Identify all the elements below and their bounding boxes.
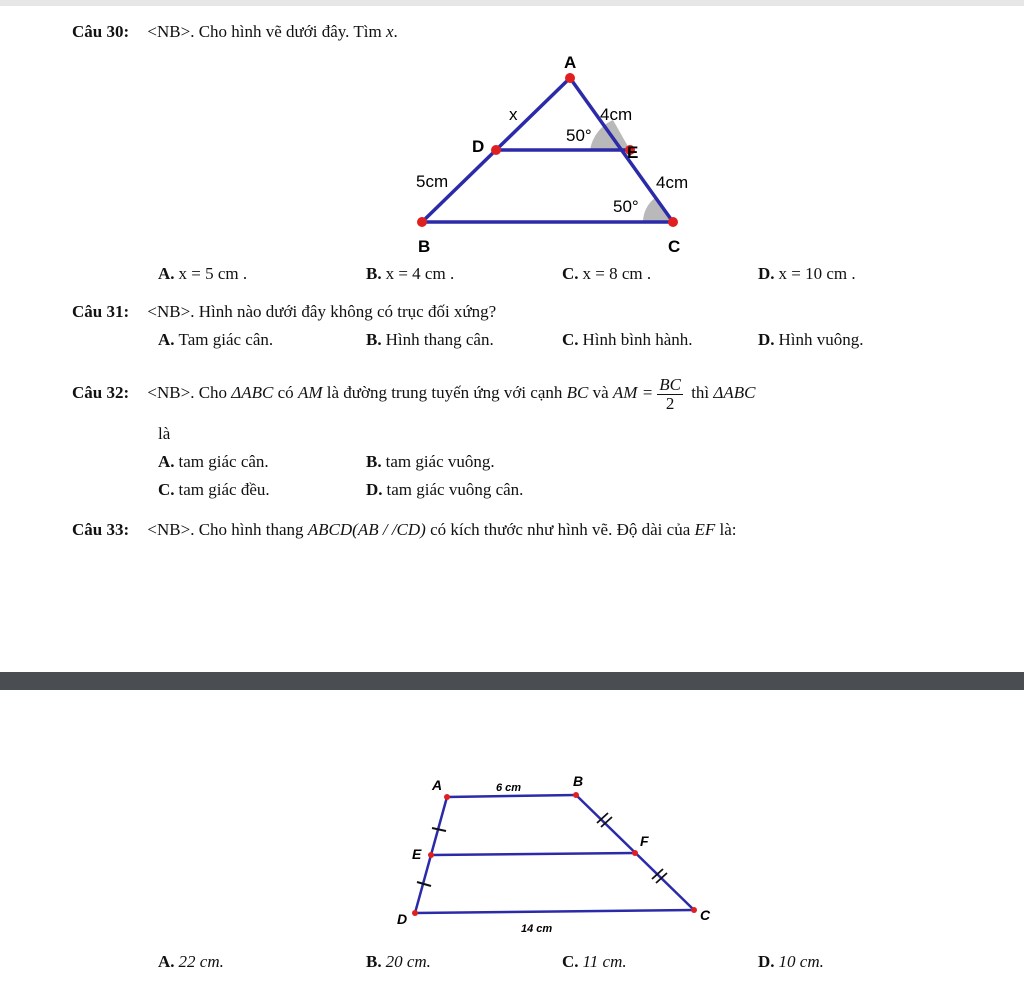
q33-option-a-letter: A.: [158, 952, 175, 971]
q32-cont: là: [158, 424, 171, 443]
label-c: C: [668, 237, 681, 256]
label-ab: 6 cm: [496, 782, 522, 794]
q33-option-c[interactable]: [562, 952, 627, 972]
q30-end: .: [393, 22, 398, 41]
q31-option-d-text: Hình vuông.: [778, 330, 864, 349]
q30-option-b-text: x = 4 cm .: [385, 264, 455, 283]
q32-text5: thì: [691, 383, 710, 402]
q30-option-b-letter: B.: [366, 264, 382, 283]
q33-option-c-text: 11 cm.: [582, 952, 627, 971]
label-b: B: [418, 237, 431, 256]
q31-option-c[interactable]: [562, 330, 693, 350]
q33-option-b-letter: B.: [366, 952, 382, 971]
q32-tri2: ΔABC: [713, 383, 756, 402]
q33-line: [72, 520, 737, 540]
q33-option-b-text: 20 cm.: [385, 952, 431, 971]
q33-option-b[interactable]: [366, 952, 431, 972]
point-a: [565, 73, 575, 83]
q32-frac-num: BC: [659, 374, 681, 394]
point-b: [417, 217, 427, 227]
q30-option-a[interactable]: [158, 264, 247, 284]
q30-option-c-text: x = 8 cm .: [582, 264, 652, 283]
q30-option-b[interactable]: [366, 264, 454, 284]
q31-option-d-letter: D.: [758, 330, 775, 349]
q30-option-d-text: x = 10 cm .: [778, 264, 856, 283]
label-e: E: [627, 143, 639, 162]
page-top-edge: [0, 0, 1024, 6]
q32-option-d-text: tam giác vuông cân.: [386, 480, 524, 499]
q32-am-eq: AM =: [612, 383, 654, 402]
label-angle-c: 50°: [613, 197, 639, 216]
q32-option-a[interactable]: [158, 452, 269, 472]
q33-option-a[interactable]: [158, 952, 224, 972]
q33-ef: EF: [694, 520, 716, 539]
label-dc: 14 cm: [521, 923, 553, 935]
q31-option-a-letter: A.: [158, 330, 175, 349]
q30-line: [72, 22, 398, 42]
label-d: D: [472, 137, 485, 156]
q32-am: AM: [297, 383, 323, 402]
label-a: A: [432, 777, 443, 793]
q30-option-a-text: x = 5 cm .: [178, 264, 248, 283]
page-break-bar: [0, 672, 1024, 690]
q32-option-b-letter: B.: [366, 452, 382, 471]
q32-text1: <NB>. Cho: [147, 383, 228, 402]
q32-label: Câu 32:: [72, 383, 130, 402]
q33-option-a-text: 22 cm.: [178, 952, 224, 971]
q33-text2: có kích thước như hình vẽ. Độ dài của: [430, 520, 691, 539]
q31-option-b-letter: B.: [366, 330, 382, 349]
q33-option-d-text: 10 cm.: [778, 952, 824, 971]
side-cd: [415, 910, 694, 913]
q31-option-c-text: Hình bình hành.: [582, 330, 693, 349]
label-d: D: [397, 911, 408, 927]
label-a: A: [564, 53, 577, 72]
q30-triangle-figure: [400, 48, 710, 258]
label-angle-e: 50°: [566, 126, 592, 145]
q32-option-c[interactable]: [158, 480, 270, 500]
q30-text: <NB>. Cho hình vẽ dưới đây. Tìm: [147, 22, 382, 41]
label-ae: 4cm: [600, 105, 633, 124]
q30-var: x: [385, 22, 394, 41]
side-ab: [447, 795, 576, 797]
point-f: [632, 850, 638, 856]
point-e: [428, 852, 434, 858]
segment-ef: [431, 853, 635, 855]
q31-text: <NB>. Hình nào dưới đây không có trục đối xứng?: [147, 302, 497, 321]
q32-text2: có: [277, 383, 294, 402]
q33-option-c-letter: C.: [562, 952, 579, 971]
q32-line: [72, 372, 755, 414]
q33-shape: ABCD(AB / /CD): [307, 520, 426, 539]
point-c: [668, 217, 678, 227]
label-e: E: [412, 846, 422, 862]
label-x: x: [509, 105, 518, 124]
label-b: B: [573, 773, 584, 789]
label-f: F: [640, 833, 649, 849]
label-ec: 4cm: [656, 173, 689, 192]
q32-option-a-text: tam giác cân.: [178, 452, 269, 471]
q30-option-a-letter: A.: [158, 264, 175, 283]
q33-text3: là:: [719, 520, 737, 539]
point-a: [444, 794, 450, 800]
q32-option-c-letter: C.: [158, 480, 175, 499]
q30-option-d[interactable]: [758, 264, 856, 284]
q32-text4: và: [592, 383, 609, 402]
label-c: C: [700, 907, 711, 923]
q32-bc: BC: [566, 383, 589, 402]
q31-option-b-text: Hình thang cân.: [385, 330, 494, 349]
q30-option-d-letter: D.: [758, 264, 775, 283]
q33-label: Câu 33:: [72, 520, 130, 539]
q31-option-a[interactable]: [158, 330, 273, 350]
q33-option-d[interactable]: [758, 952, 824, 972]
label-db: 5cm: [416, 172, 449, 191]
q32-tri1: ΔABC: [231, 383, 274, 402]
q32-option-c-text: tam giác đều.: [178, 480, 270, 499]
point-d: [491, 145, 501, 155]
q33-option-d-letter: D.: [758, 952, 775, 971]
q31-label: Câu 31:: [72, 302, 130, 321]
point-d: [412, 910, 418, 916]
q30-option-c-letter: C.: [562, 264, 579, 283]
point-c: [691, 907, 697, 913]
q31-option-c-letter: C.: [562, 330, 579, 349]
q32-text3: là đường trung tuyến ứng với cạnh: [326, 383, 563, 402]
q31-option-b[interactable]: [366, 330, 494, 350]
q32-option-b[interactable]: [366, 452, 495, 472]
q32-option-d[interactable]: [366, 480, 523, 500]
q32-option-d-letter: D.: [366, 480, 383, 499]
q31-option-d[interactable]: [758, 330, 864, 350]
q33-trapezoid-figure: [380, 765, 730, 945]
q30-option-c[interactable]: [562, 264, 651, 284]
q32-option-b-text: tam giác vuông.: [385, 452, 495, 471]
q32-option-a-letter: A.: [158, 452, 175, 471]
q31-option-a-text: Tam giác cân.: [178, 330, 274, 349]
q33-text1: <NB>. Cho hình thang: [147, 520, 304, 539]
q30-label: Câu 30:: [72, 22, 130, 41]
q32-frac-den: 2: [665, 393, 675, 413]
point-b: [573, 792, 579, 798]
q32-fraction: [657, 376, 683, 413]
q31-line: [72, 302, 496, 322]
